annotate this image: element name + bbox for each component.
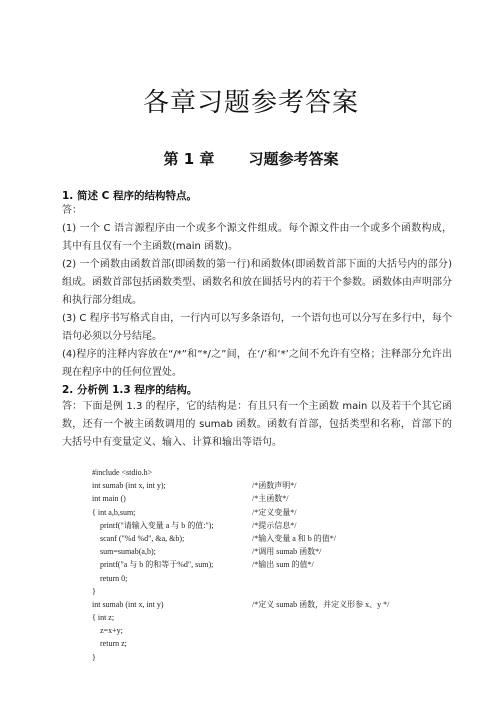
code-line xyxy=(92,624,472,637)
code-comment: /*函数声明*/ xyxy=(252,481,297,491)
answer-1-item-4: (4)程序的注释内容放在“/*”和“*/之”间，在‘/’和‘*’之间不允许有空格；注释部分允许出现在程序中的任何位置处。 xyxy=(62,349,452,378)
code-text: } xyxy=(92,652,96,662)
code-text: z=x+y; xyxy=(100,626,123,636)
code-line xyxy=(92,532,472,545)
code-text: sum=sumab(a,b); xyxy=(100,547,156,557)
code-text: int main () xyxy=(92,494,126,504)
code-line xyxy=(92,479,472,492)
code-line xyxy=(92,637,472,650)
answer-1-item-2: (2) 一个函数由函数首部(即函数的第一行)和函数体(即函数首部下面的大括号内的部分)组成。函数首部包括函数类型、函数名和放在圆括号内的若干个参数。函数体由声明部分和执行部分组成。 xyxy=(62,259,452,306)
answer-1-label: 答： xyxy=(62,205,82,216)
code-line xyxy=(92,598,472,611)
code-comment: /*输入变量 a 和 b 的值*/ xyxy=(252,533,336,543)
code-comment: /*定义变量*/ xyxy=(252,507,297,517)
chapter-label: 第 1 章 xyxy=(163,150,215,168)
code-line xyxy=(92,506,472,519)
code-text: #include <stdio.h> xyxy=(92,468,153,477)
code-line xyxy=(92,572,472,585)
code-line xyxy=(92,466,472,479)
code-text: { int z; xyxy=(92,613,115,623)
code-line xyxy=(92,545,472,558)
chapter-heading xyxy=(0,148,502,169)
code-text: { int a,b,sum; xyxy=(92,507,136,517)
chapter-title: 习题参考答案 xyxy=(248,150,339,168)
code-text: } xyxy=(92,586,96,596)
code-text: printf("请输入变量 a 与 b 的值:"); xyxy=(100,520,214,530)
code-text: scanf ("%d %d", &a, &b); xyxy=(100,533,185,543)
question-1: 1. 简述 C 程序的结构特点。 xyxy=(62,190,197,202)
code-text: int sumab (int x, int y) xyxy=(92,599,164,609)
code-line xyxy=(92,492,472,505)
code-text: return 0; xyxy=(100,573,128,583)
code-line xyxy=(92,611,472,624)
code-line xyxy=(92,651,472,664)
code-comment: /*定义 sumab 函数，并定义形参 x、y */ xyxy=(252,599,390,609)
code-comment: /*输出 sum 的值*/ xyxy=(252,560,314,570)
question-2: 2. 分析例 1.3 程序的结构。 xyxy=(62,384,198,396)
code-line xyxy=(92,585,472,598)
answer-1-item-3: (3) C 程序书写格式自由，一行内可以写多条语句，一个语句也可以分写在多行中，每个语句必须以分号结尾。 xyxy=(62,313,452,342)
code-comment: /*调用 sumab 函数*/ xyxy=(252,547,322,557)
code-text: printf("a 与 b 的和等于%d", sum); xyxy=(100,560,214,570)
code-comment: /*主函数*/ xyxy=(252,494,289,504)
code-text: return z; xyxy=(100,639,127,649)
answer-1-item-1: (1) 一个 C 语言源程序由一个或多个源文件组成。每个源文件由一个或多个函数构成，其中有且仅有一个主函数(main 函数)。 xyxy=(62,223,452,252)
code-listing xyxy=(92,466,472,664)
code-line xyxy=(92,519,472,532)
document-title: 各章习题参考答案 xyxy=(142,88,359,118)
code-line xyxy=(92,558,472,571)
code-comment: /*提示信息*/ xyxy=(252,520,297,530)
answer-2: 答：下面是例 1.3 的程序，它的结构是：有且只有一个主函数 main 以及若干个其它函数，还有一个被主函数调用的 sumab 函数。函数有首部，包括类型和名称，首部下的大括号中有变量定义、输入、计算和输出等语句。 xyxy=(62,401,452,448)
code-text: int sumab (int x, int y); xyxy=(92,481,166,491)
